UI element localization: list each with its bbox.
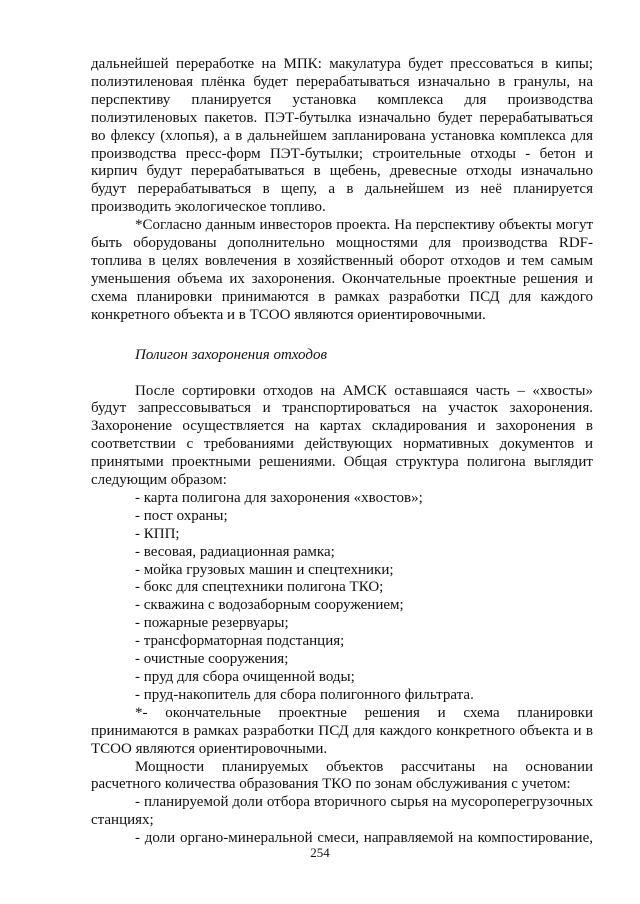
paragraph-landfill-intro: После сортировки отходов на АМСК оставшаяся часть – «хвосты» будут запрессовываться и транспортироваться на участок захоронения. Захоронение осуществляется на картах складирования и захоронения в соответствии с требованиями действующих нормативных документов и принятыми проектными решениями. Общая структура полигона выглядит следующим образом: xyxy=(91,382,593,489)
list-item: - мойка грузовых машин и спецтехники; xyxy=(135,561,394,578)
paragraph-mpk-processing: дальнейшей переработке на МПК: макулатура будет прессоваться в кипы; полиэтиленовая плёнка будет перерабатываться изначально в гранулы, на перспективу планируется установка комплекса для производства полиэтиленовых пакетов. ПЭТ-бутылка изначально будет перерабатываться во флексу (хлопья), а в дальнейшем запланирована установка комплекса для производства пресс-форм ПЭТ-бутылки; строительные отходы - бетон и кирпич будут перерабатываться в щебень, древесные отходы изначально будут перерабатываться в щепу, а в дальнейшем из неё планируется производить экологическое топливо. xyxy=(91,56,593,216)
paragraph-capacity: Мощности планируемых объектов рассчитаны на основании расчетного количества образования ТКО по зонам обслуживания с учетом: xyxy=(91,758,593,793)
document-page xyxy=(91,56,593,848)
list-item: - пожарные резервуары; xyxy=(135,615,289,632)
list-item: - карта полигона для захоронения «хвостов»; xyxy=(135,489,423,506)
list-item: - пост охраны; xyxy=(135,507,228,524)
list-item: - очистные сооружения; xyxy=(135,651,289,668)
list-item: - трансформаторная подстанция; xyxy=(135,633,345,650)
landfill-structure-list xyxy=(91,490,593,705)
paragraph-investors-note: *Согласно данным инвесторов проекта. На перспективу объекты могут быть оборудованы дополнительно мощностями для производства RDF-топлива в целях вовлечения в хозяйственный оборот отходов и тем самым уменьшения объема их захоронения. Окончательные проектные решения и схема планировки принимаются в рамках разработки ПСД для каждого конкретного объекта и в ТСОО являются ориентировочными. xyxy=(91,217,593,323)
paragraph-final-decisions-note: *- окончательные проектные решения и схема планировки принимаются в рамках разработки ПСД для каждого конкретного объекта и в ТСОО являются ориентировочными. xyxy=(91,704,593,757)
list-item: - пруд-накопитель для сбора полигонного фильтрата. xyxy=(135,686,474,703)
paragraph-secondary-raw-share: - планируемой доли отбора вторичного сырья на мусороперегрузочных станциях; xyxy=(91,794,593,829)
paragraph-compost-share: - доли органо-минеральной смеси, направляемой на компостирование, xyxy=(135,830,593,847)
section-heading-landfill: Полигон захоронения отходов xyxy=(135,346,327,363)
list-item: - скважина с водозаборным сооружением; xyxy=(135,597,404,614)
page-number: 254 xyxy=(310,845,330,860)
list-item: - весовая, радиационная рамка; xyxy=(135,543,335,560)
list-item: - пруд для сбора очищенной воды; xyxy=(135,669,355,685)
list-item: - КПП; xyxy=(135,525,180,542)
list-item: - бокс для спецтехники полигона ТКО; xyxy=(135,579,384,596)
